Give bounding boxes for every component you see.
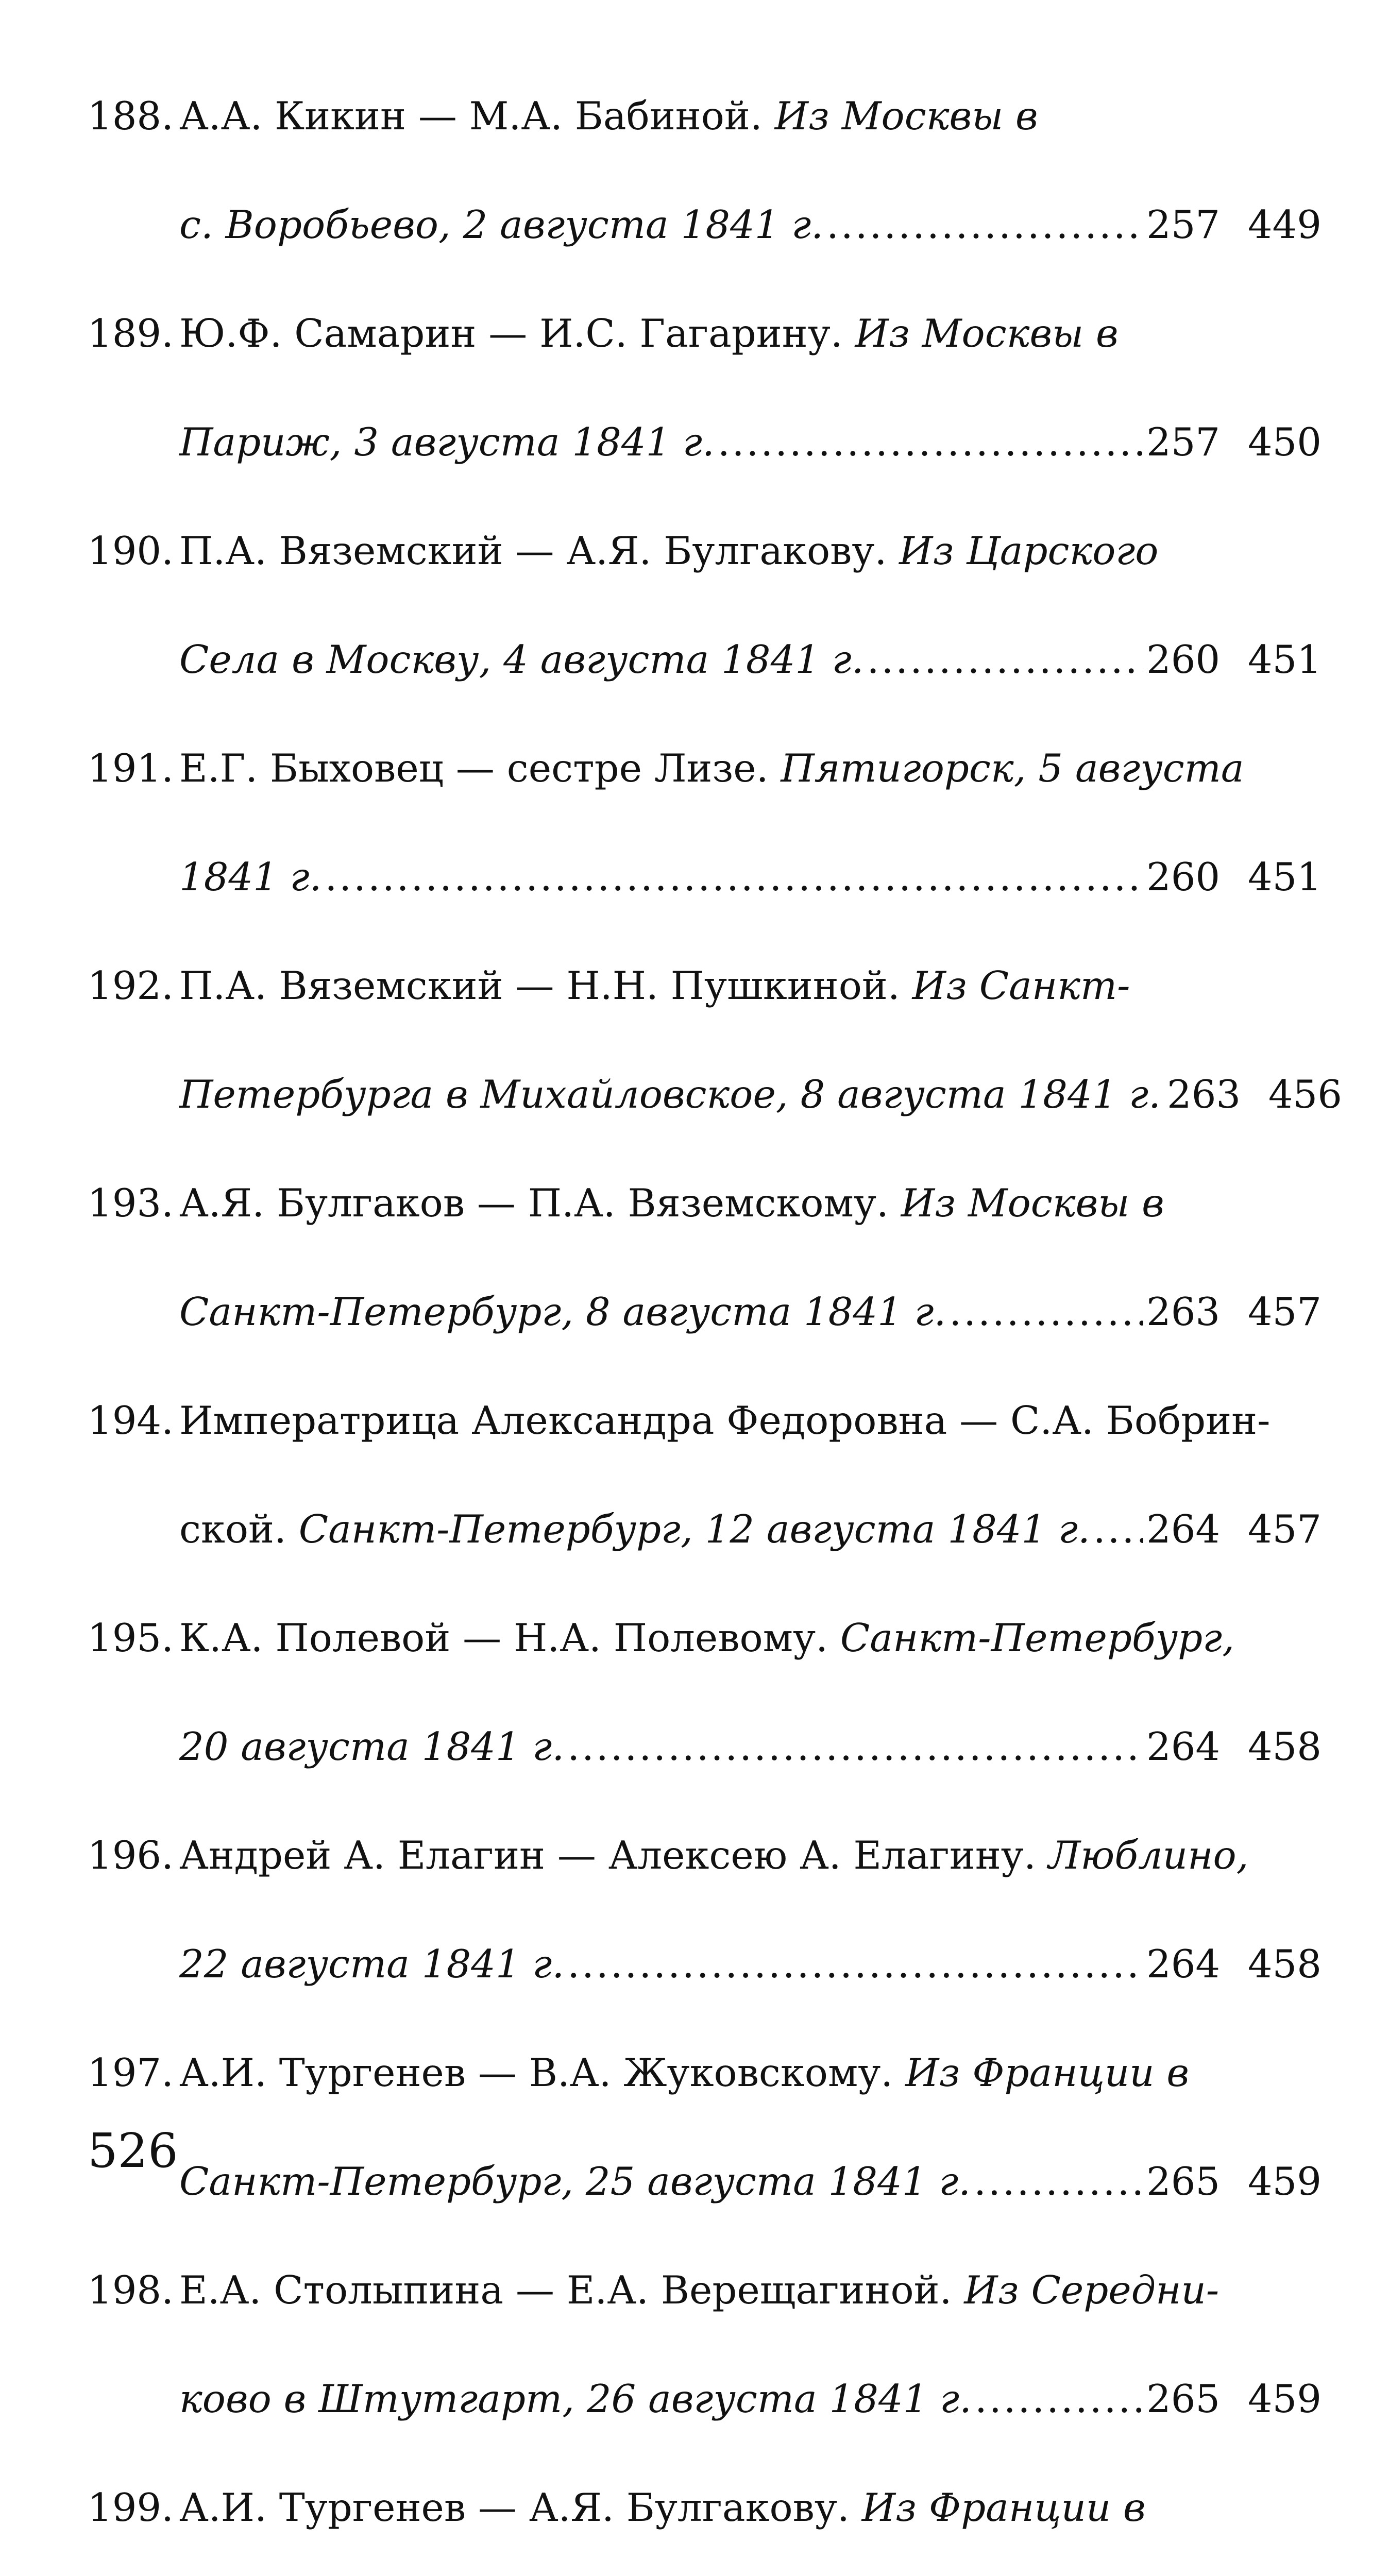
- text-page-number: 257: [1146, 202, 1221, 247]
- entry-second-line: [179, 1910, 1322, 2019]
- entry-first-line: [88, 2019, 1322, 2127]
- entry-place-date-text: 1841 г.: [179, 854, 322, 900]
- notes-page-number: 449: [1247, 202, 1322, 247]
- toc-entry: [88, 279, 1322, 497]
- entry-first-line: [88, 2236, 1322, 2345]
- entry-correspondents: Андрей А. Елагин — Алексею А. Елагину.: [179, 1833, 1048, 1878]
- entry-place-date: Из Царского: [899, 528, 1159, 573]
- entry-second-line: [179, 2562, 1322, 2576]
- dot-leader: [867, 605, 1143, 714]
- notes-page-number: [1218, 2562, 1322, 2576]
- toc-entry: [88, 2453, 1322, 2576]
- entry-second-line: [179, 2345, 1322, 2453]
- entry-place-date-continued: [179, 1258, 946, 1366]
- entry-place-date-continued: [179, 2127, 971, 2236]
- entry-place-date-continued: [179, 1910, 564, 2019]
- entry-second-line: [179, 1692, 1322, 1801]
- table-of-contents: [88, 62, 1342, 2576]
- dot-leader: [744, 2562, 1143, 2576]
- entry-second-line: [179, 823, 1322, 931]
- entry-number: 199.: [88, 2485, 174, 2530]
- toc-entry: [88, 62, 1322, 279]
- dot-leader: [325, 823, 1143, 931]
- toc-entry: [88, 1584, 1322, 1801]
- entry-first-line: [88, 931, 1322, 1040]
- entry-place-date-text: с. Воробьево, 2 августа 1841 г.: [179, 202, 824, 247]
- entry-correspondents: А.А. Кикин — М.А. Бабиной.: [179, 93, 775, 139]
- text-page-number: 264: [1146, 1941, 1221, 1987]
- entry-place-date-continued: [179, 171, 823, 279]
- toc-entry: [88, 1149, 1322, 1366]
- notes-page-number: 457: [1247, 1289, 1322, 1334]
- entry-place-date-text: Села в Москву, 4 августа 1841 г.: [179, 637, 864, 682]
- entry-second-line: [179, 171, 1322, 279]
- entry-pages: [1146, 2345, 1322, 2453]
- entry-correspondents: Е.А. Столыпина — Е.А. Верещагиной.: [179, 2267, 964, 2313]
- entry-place-date: Пятигорск, 5 августа: [781, 745, 1244, 791]
- entry-place-date-continued: [179, 1692, 564, 1801]
- entry-place-date-text: ково в Штутгарт, 26 августа 1841 г.: [179, 2376, 972, 2421]
- text-page-number: 257: [1146, 419, 1221, 465]
- entry-correspondents: А.И. Тургенев — В.А. Жуковскому.: [179, 2050, 906, 2095]
- entry-place-date-text: Санкт-Петербург, 12 августа 1841 г.: [298, 1506, 1090, 1552]
- notes-page-number: 459: [1247, 2159, 1322, 2204]
- dot-leader: [1093, 1475, 1143, 1584]
- text-page-number: 265: [1146, 2159, 1221, 2204]
- entry-place-date-continued: [179, 605, 864, 714]
- notes-page-number: 451: [1247, 637, 1322, 682]
- entry-correspondents: П.А. Вяземский — Н.Н. Пушкиной.: [179, 963, 912, 1008]
- entry-first-line: [88, 1149, 1322, 1258]
- entry-place-date: Из Москвы в: [855, 311, 1119, 356]
- entry-place-date-continued: [179, 1475, 1090, 1584]
- entry-first-line: [88, 497, 1322, 605]
- entry-correspondents: Ю.Ф. Самарин — И.С. Гагарину.: [179, 311, 855, 356]
- entry-correspondents: Е.Г. Быховец — сестре Лизе.: [179, 745, 781, 791]
- entry-first-line: [88, 1366, 1322, 1475]
- entry-place-date: Из Москвы в: [901, 1180, 1164, 1226]
- notes-page-number: 456: [1268, 1072, 1342, 1117]
- entry-pages: [1146, 1910, 1322, 2019]
- toc-entry: [88, 714, 1322, 931]
- entry-place-date-text: Париж, 3 августа 1841 г.: [179, 419, 715, 465]
- entry-place-date: Из Москвы в: [774, 93, 1038, 139]
- notes-page-number: 458: [1247, 1941, 1322, 1987]
- toc-entry: [88, 1801, 1322, 2019]
- dot-leader: [826, 171, 1143, 279]
- entry-place-date-text: 22 августа 1841 г.: [179, 1941, 565, 1987]
- entry-recipient-continued: ской.: [179, 1506, 299, 1552]
- entry-second-line: [179, 1258, 1322, 1366]
- entry-second-line: [179, 388, 1322, 497]
- entry-number: 190.: [88, 528, 174, 573]
- entry-number: 193.: [88, 1180, 174, 1226]
- entry-number: 195.: [88, 1615, 174, 1660]
- entry-number: 197.: [88, 2050, 174, 2095]
- text-page-number: 264: [1146, 1724, 1221, 1769]
- entry-pages: [1167, 1040, 1342, 1149]
- entry-number: 189.: [88, 311, 174, 356]
- entry-place-date-continued: [179, 1040, 1161, 1149]
- entry-first-line: [88, 1801, 1322, 1910]
- notes-page-number: 450: [1247, 419, 1322, 465]
- entry-pages: [1146, 2562, 1322, 2576]
- page-number: 526: [88, 2123, 178, 2178]
- toc-entry: [88, 931, 1342, 1149]
- entry-place-date: Из Санкт-: [912, 963, 1130, 1008]
- text-page-number: 260: [1146, 637, 1221, 682]
- entry-pages: [1146, 1258, 1322, 1366]
- entry-first-line: [88, 62, 1322, 171]
- entry-correspondents: А.И. Тургенев — А.Я. Булгакову.: [179, 2485, 862, 2530]
- entry-number: 192.: [88, 963, 174, 1008]
- text-page-number: 260: [1146, 854, 1221, 900]
- dot-leader: [949, 1258, 1143, 1366]
- dot-leader: [975, 2345, 1143, 2453]
- entry-second-line: [179, 1040, 1342, 1149]
- entry-first-line: [88, 1584, 1322, 1692]
- dot-leader: [974, 2127, 1143, 2236]
- text-page-number: 264: [1146, 1506, 1221, 1552]
- entry-pages: [1146, 388, 1322, 497]
- notes-page-number: 457: [1247, 1506, 1322, 1552]
- entry-pages: [1146, 823, 1322, 931]
- entry-place-date-text: Санкт-Петербург, 8 августа 1841 г.: [179, 1289, 946, 1334]
- entry-place-date-text: 20 августа 1841 г.: [179, 1724, 565, 1769]
- entry-place-date-text: Петербурга в Михайловское, 8 августа 1841 г.: [179, 1072, 1161, 1117]
- entry-correspondents: П.А. Вяземский — А.Я. Булгакову.: [179, 528, 900, 573]
- entry-number: 191.: [88, 745, 174, 791]
- toc-entry: [88, 2236, 1322, 2453]
- text-page-number: [1146, 2562, 1218, 2576]
- entry-number: 196.: [88, 1833, 174, 1878]
- text-page-number: 263: [1167, 1072, 1241, 1117]
- entry-correspondents: К.А. Полевой — Н.А. Полевому.: [179, 1615, 840, 1660]
- notes-page-number: 458: [1247, 1724, 1322, 1769]
- entry-pages: [1146, 2127, 1322, 2236]
- entry-place-date: Из Франции в: [861, 2485, 1146, 2530]
- entry-number: 198.: [88, 2267, 174, 2313]
- entry-place-date-continued: [179, 2562, 741, 2576]
- entry-place-date-continued: [179, 388, 715, 497]
- entry-correspondents: А.Я. Булгаков — П.А. Вяземскому.: [179, 1180, 901, 1226]
- dot-leader: [567, 1692, 1143, 1801]
- toc-entry: [88, 497, 1322, 714]
- entry-pages: [1146, 1692, 1322, 1801]
- entry-pages: [1146, 1475, 1322, 1584]
- toc-entry: [88, 2019, 1322, 2236]
- entry-place-date: Люблино,: [1048, 1833, 1249, 1878]
- entry-pages: [1146, 171, 1322, 279]
- entry-place-date: Из Франции в: [905, 2050, 1190, 2095]
- entry-number: 194.: [88, 1398, 174, 1443]
- toc-entry: [88, 1366, 1322, 1584]
- entry-first-line: [88, 2453, 1322, 2562]
- entry-place-date-text: Санкт-Петербург, 25 августа 1841 г.: [179, 2159, 971, 2204]
- dot-leader: [718, 388, 1143, 497]
- entry-correspondents: Императрица Александра Федоровна — С.А. Бобрин-: [179, 1398, 1271, 1443]
- notes-page-number: 451: [1247, 854, 1322, 900]
- entry-place-date: Санкт-Петербург,: [840, 1615, 1234, 1660]
- entry-number: 188.: [88, 93, 174, 139]
- entry-pages: [1146, 605, 1322, 714]
- entry-second-line: [179, 2127, 1322, 2236]
- entry-place-date: Из Середни-: [964, 2267, 1219, 2313]
- entry-second-line: [179, 605, 1322, 714]
- text-page-number: 265: [1146, 2376, 1221, 2421]
- dot-leader: [567, 1910, 1143, 2019]
- entry-first-line: [88, 279, 1322, 388]
- entry-place-date-continued: [179, 2345, 972, 2453]
- text-page-number: 263: [1146, 1289, 1221, 1334]
- notes-page-number: 459: [1247, 2376, 1322, 2421]
- entry-place-date-continued: [179, 823, 321, 931]
- entry-first-line: [88, 714, 1322, 823]
- entry-second-line: [179, 1475, 1322, 1584]
